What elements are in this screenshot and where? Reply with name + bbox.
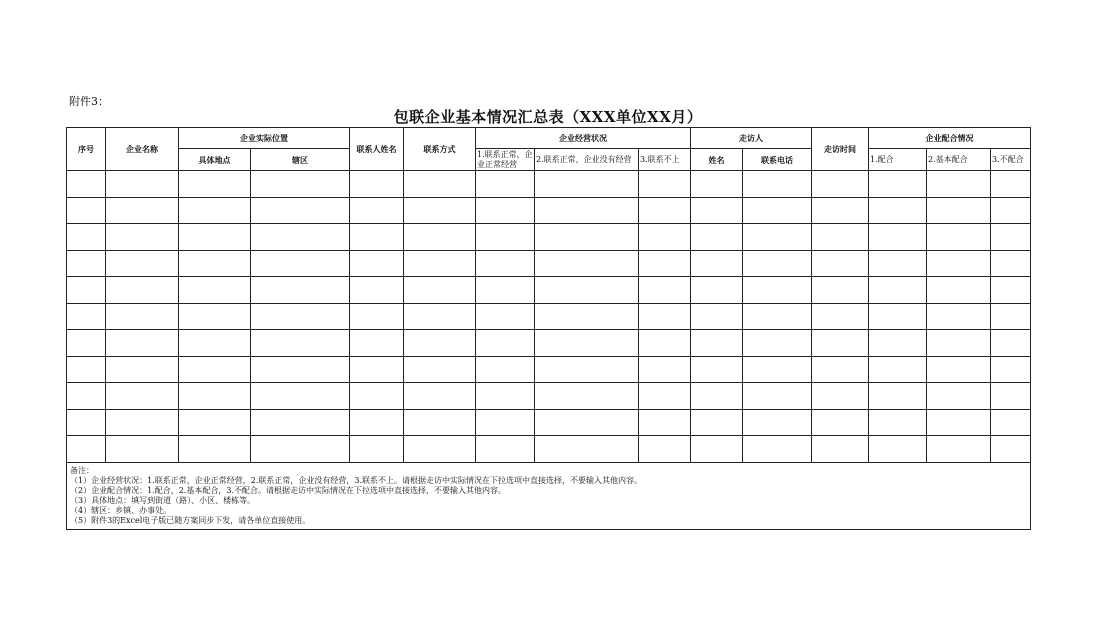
header-visitor-phone: 联系电话 [743,149,812,171]
table-cell[interactable] [639,197,691,224]
table-cell[interactable] [350,171,404,198]
table-cell[interactable] [476,436,535,463]
table-cell[interactable] [476,356,535,383]
table-cell[interactable] [991,356,1031,383]
table-cell[interactable] [927,303,991,330]
table-cell[interactable] [869,383,927,410]
table-cell[interactable] [179,171,251,198]
table-cell[interactable] [106,197,179,224]
table-cell[interactable] [251,197,350,224]
table-cell[interactable] [812,277,869,304]
table-cell[interactable] [869,250,927,277]
table-cell[interactable] [869,277,927,304]
table-cell[interactable] [743,330,812,357]
table-cell[interactable] [812,250,869,277]
table-cell[interactable] [743,224,812,251]
header-row-1 [67,128,1031,149]
table-cell[interactable] [812,436,869,463]
table-cell[interactable] [476,197,535,224]
table-cell[interactable] [691,303,743,330]
note-line-3: （3）具体地点：填写到街道（路）、小区、楼栋等。 [70,495,256,505]
table-cell[interactable] [991,197,1031,224]
table-cell[interactable] [639,277,691,304]
table-cell[interactable] [350,356,404,383]
header-location-group: 企业实际位置 [179,128,350,149]
note-line-4: （4）辖区：乡镇、办事处。 [70,505,172,515]
table-row [67,330,1031,357]
table-cell[interactable] [404,224,476,251]
summary-table [66,127,1031,530]
table-row [67,409,1031,436]
table-cell[interactable] [476,409,535,436]
table-cell[interactable] [476,171,535,198]
table-cell[interactable] [106,250,179,277]
table-cell[interactable] [404,436,476,463]
table-cell[interactable] [179,356,251,383]
table-cell[interactable] [251,356,350,383]
table-cell[interactable] [991,277,1031,304]
table-cell[interactable] [812,356,869,383]
table-cell[interactable] [991,409,1031,436]
table-cell[interactable] [812,409,869,436]
table-cell[interactable] [251,330,350,357]
table-row [67,356,1031,383]
table-cell[interactable] [179,436,251,463]
header-contact-name: 联系人姓名 [350,128,404,171]
table-cell[interactable] [179,383,251,410]
table-cell[interactable] [535,197,639,224]
table-cell[interactable] [350,409,404,436]
table-cell[interactable] [743,171,812,198]
table-cell[interactable] [179,224,251,251]
table-cell[interactable] [869,303,927,330]
table-cell[interactable] [691,356,743,383]
table-cell[interactable] [869,330,927,357]
table-cell[interactable] [691,383,743,410]
table-cell[interactable] [869,171,927,198]
table-cell[interactable] [927,171,991,198]
table-cell[interactable] [991,436,1031,463]
table-cell[interactable] [476,383,535,410]
table-cell[interactable] [67,197,106,224]
table-cell[interactable] [179,197,251,224]
table-cell[interactable] [812,383,869,410]
table-cell[interactable] [404,171,476,198]
table-cell[interactable] [106,409,179,436]
table-cell[interactable] [535,303,639,330]
table-row [67,303,1031,330]
table-cell[interactable] [179,277,251,304]
table-cell[interactable] [106,303,179,330]
table-cell[interactable] [743,356,812,383]
table-cell[interactable] [106,436,179,463]
table-cell[interactable] [869,224,927,251]
table-cell[interactable] [106,356,179,383]
header-visitor-name: 姓名 [691,149,743,171]
table-cell[interactable] [691,171,743,198]
table-cell[interactable] [404,409,476,436]
attachment-label: 附件3： [69,95,109,108]
table-cell[interactable] [927,197,991,224]
table-cell[interactable] [251,303,350,330]
note-line-5: （5）附件3的Excel电子版已随方案同步下发，请各单位直接使用。 [70,515,311,525]
table-row [67,171,1031,198]
table-cell[interactable] [812,303,869,330]
table-cell[interactable] [991,171,1031,198]
header-status-group: 企业经营状况 [476,128,691,149]
table-cell[interactable] [404,383,476,410]
table-cell[interactable] [927,277,991,304]
table-cell[interactable] [927,436,991,463]
header-coop-group: 企业配合情况 [869,128,1031,149]
table-cell[interactable] [535,171,639,198]
table-row [67,224,1031,251]
table-cell[interactable] [404,197,476,224]
table-cell[interactable] [106,330,179,357]
table-cell[interactable] [350,303,404,330]
header-status-option-3: 3.联系不上 [639,149,691,171]
table-cell[interactable] [404,356,476,383]
table-cell[interactable] [743,303,812,330]
table-cell[interactable] [639,330,691,357]
table-cell[interactable] [991,250,1031,277]
header-row-2 [67,149,1031,171]
table-cell[interactable] [404,330,476,357]
table-cell[interactable] [67,436,106,463]
table-cell[interactable] [691,436,743,463]
table-cell[interactable] [350,436,404,463]
table-cell[interactable] [743,383,812,410]
table-cell[interactable] [67,224,106,251]
table-cell[interactable] [691,409,743,436]
table-cell[interactable] [639,356,691,383]
table-cell[interactable] [350,224,404,251]
table-cell[interactable] [869,409,927,436]
header-location-district: 辖区 [251,149,350,171]
table-cell[interactable] [639,250,691,277]
table-row [67,277,1031,304]
table-cell[interactable] [476,250,535,277]
table-cell[interactable] [639,383,691,410]
table-cell[interactable] [404,303,476,330]
table-cell[interactable] [251,436,350,463]
table-cell[interactable] [639,224,691,251]
header-visitor-group: 走访人 [691,128,812,149]
table-cell[interactable] [691,224,743,251]
table-cell[interactable] [743,250,812,277]
table-cell[interactable] [179,330,251,357]
table-cell[interactable] [251,171,350,198]
table-cell[interactable] [743,277,812,304]
table-cell[interactable] [869,356,927,383]
table-cell[interactable] [67,303,106,330]
table-cell[interactable] [106,171,179,198]
table-cell[interactable] [350,330,404,357]
table-row [67,197,1031,224]
table-cell[interactable] [404,250,476,277]
table-cell[interactable] [991,330,1031,357]
table-cell[interactable] [869,197,927,224]
note-line-1: （1）企业经营状况：1.联系正常，企业正常经营，2.联系正常，企业没有经营，3.联系不上。请根据走访中实际情况在下拉选项中直接选择，不要输入其他内容。 [70,475,642,485]
table-cell[interactable] [106,383,179,410]
header-contact-method: 联系方式 [404,128,476,171]
table-cell[interactable] [691,250,743,277]
table-cell[interactable] [476,224,535,251]
table-cell[interactable] [350,383,404,410]
table-cell[interactable] [535,356,639,383]
table-cell[interactable] [927,356,991,383]
table-cell[interactable] [535,409,639,436]
table-cell[interactable] [812,224,869,251]
table-cell[interactable] [535,383,639,410]
table-cell[interactable] [404,277,476,304]
table-cell[interactable] [639,171,691,198]
table-cell[interactable] [927,409,991,436]
table-cell[interactable] [535,224,639,251]
table-cell[interactable] [251,250,350,277]
page-title: 包联企业基本情况汇总表（XXX单位XX月） [393,108,703,126]
table-cell[interactable] [812,197,869,224]
table-cell[interactable] [535,330,639,357]
notes-row [67,462,1031,529]
table-cell[interactable] [67,356,106,383]
table-cell[interactable] [743,409,812,436]
table-cell[interactable] [476,303,535,330]
header-status-option-1: 1.联系正常，企业正常经营 [477,149,533,169]
table-cell[interactable] [350,250,404,277]
table-cell[interactable] [179,303,251,330]
table-cell[interactable] [476,330,535,357]
note-line-2: （2）企业配合情况：1.配合，2.基本配合，3.不配合。请根据走访中实际情况在下拉选项中直接选择，不要输入其他内容。 [70,485,506,495]
table-row [67,436,1031,463]
table-cell[interactable] [639,436,691,463]
table-cell[interactable] [535,250,639,277]
table-cell[interactable] [67,409,106,436]
header-coop-option-3: 3.不配合 [991,149,1031,171]
table-cell[interactable] [927,330,991,357]
table-cell[interactable] [251,277,350,304]
table-cell[interactable] [927,250,991,277]
table-cell[interactable] [350,197,404,224]
table-cell[interactable] [639,303,691,330]
table-cell[interactable] [67,330,106,357]
table-cell[interactable] [535,436,639,463]
table-cell[interactable] [179,250,251,277]
header-company-name: 企业名称 [106,128,179,171]
header-location-address: 具体地点 [179,149,251,171]
header-seq: 序号 [67,128,106,171]
table-cell[interactable] [106,277,179,304]
table-cell[interactable] [691,330,743,357]
notes-heading: 备注： [70,465,94,475]
table-cell[interactable] [251,409,350,436]
table-cell[interactable] [251,224,350,251]
table-cell[interactable] [350,277,404,304]
table-cell[interactable] [812,171,869,198]
table-cell[interactable] [535,277,639,304]
table-cell[interactable] [251,383,350,410]
notes-cell [67,462,1031,529]
table-cell[interactable] [691,197,743,224]
table-cell[interactable] [691,277,743,304]
header-status-option-2: 2.联系正常，企业没有经营 [535,149,639,171]
table-cell[interactable] [476,277,535,304]
table-cell[interactable] [67,171,106,198]
header-coop-option-1: 1.配合 [869,149,927,171]
table-cell[interactable] [812,330,869,357]
table-row [67,383,1031,410]
table-row [67,250,1031,277]
table-cell[interactable] [991,383,1031,410]
table-cell[interactable] [927,383,991,410]
table-cell[interactable] [179,409,251,436]
table-cell[interactable] [639,409,691,436]
table-cell[interactable] [67,383,106,410]
table-cell[interactable] [991,303,1031,330]
table-cell[interactable] [991,224,1031,251]
table-cell[interactable] [743,436,812,463]
table-cell[interactable] [927,224,991,251]
table-cell[interactable] [67,250,106,277]
table-cell[interactable] [869,436,927,463]
table-cell[interactable] [106,224,179,251]
table-cell[interactable] [67,277,106,304]
header-coop-option-2: 2.基本配合 [927,149,991,171]
header-visit-time: 走访时间 [812,128,869,171]
table-cell[interactable] [743,197,812,224]
